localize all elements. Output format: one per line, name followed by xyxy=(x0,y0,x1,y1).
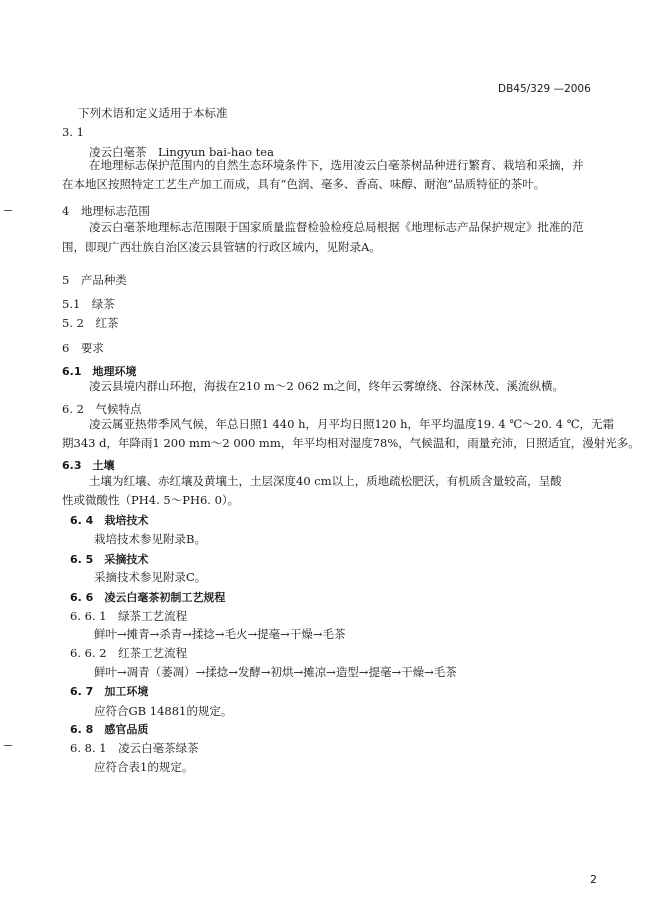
section-6-5-text: 采摘技术参见附录C。 xyxy=(94,570,207,584)
document-code: DB45/329 —2006 xyxy=(498,83,591,95)
section-6-5-heading: 6. 5 采摘技术 xyxy=(70,553,149,566)
section-4-line-1: 凌云白毫茶地理标志范围限于国家质量监督检验检疫总局根据《地理标志产品保护规定》批准的范 xyxy=(89,220,584,234)
section-6-1-heading: 6.1 地理环境 xyxy=(62,365,137,378)
section-6-7-heading: 6. 7 加工环境 xyxy=(70,685,149,698)
section-4-line-2: 围，即现广西壮族自治区凌云县管辖的行政区域内，见附录A。 xyxy=(62,240,381,254)
definition-line-2: 在本地区按照特定工艺生产加工而成，具有“色润、毫多、香高、味醇、耐泡”品质特征的茶叶。 xyxy=(62,177,546,191)
black-tea-process-flow: 鲜叶→凋青（萎凋）→揉捻→发酵→初烘→摊凉→造型→提毫→干燥→毛茶 xyxy=(94,665,457,679)
section-6-3-heading: 6.3 土壤 xyxy=(62,459,115,472)
term-english: Lingyun bai-hao tea xyxy=(158,145,274,159)
definition-line-1: 在地理标志保护范围内的自然生态环境条件下，选用凌云白毫茶树品种进行繁育、栽培和采摘，并 xyxy=(89,158,584,172)
section-6-4-heading: 6. 4 栽培技术 xyxy=(70,514,149,527)
section-6-4-text: 栽培技术参见附录B。 xyxy=(94,532,206,546)
section-4-heading: 4 地理标志范围 xyxy=(62,204,150,218)
clause-3-1-number: 3. 1 xyxy=(62,125,84,139)
product-type-green-tea: 5.1 绿茶 xyxy=(62,297,115,311)
margin-tick xyxy=(4,210,12,211)
margin-tick xyxy=(4,745,12,746)
section-6-7-text: 应符合GB 14881的规定。 xyxy=(94,704,233,718)
section-6-8-1-text: 应符合表1的规定。 xyxy=(94,760,194,774)
section-6-8-heading: 6. 8 感官品质 xyxy=(70,723,149,736)
section-6-1-text: 凌云县境内群山环抱，海拔在210 m～2 062 m之间，终年云雾缭绕、谷深林茂、溪流纵横。 xyxy=(89,379,564,393)
term-chinese: 凌云白毫茶 xyxy=(89,145,147,159)
section-6-3-line-1: 土壤为红壤、赤红壤及黄壤土，土层深度40 cm以上，质地疏松肥沃，有机质含量较高，呈酸 xyxy=(89,474,562,488)
intro-sentence: 下列术语和定义适用于本标准 xyxy=(78,106,228,120)
section-6-6-1-heading: 6. 6. 1 绿茶工艺流程 xyxy=(70,609,188,623)
section-6-3-line-2: 性或微酸性（PH4. 5～PH6. 0）。 xyxy=(62,493,240,507)
green-tea-process-flow: 鲜叶→摊青→杀青→揉捻→毛火→提毫→干燥→毛茶 xyxy=(94,627,346,641)
section-6-2-line-2: 期343 d，年降雨1 200 mm～2 000 mm，年平均相对湿度78%，气候温和，雨量充沛，日照适宜，漫射光多。 xyxy=(62,436,640,450)
section-6-heading: 6 要求 xyxy=(62,341,104,355)
section-6-6-2-heading: 6. 6. 2 红茶工艺流程 xyxy=(70,646,188,660)
section-6-8-1-heading: 6. 8. 1 凌云白毫茶绿茶 xyxy=(70,741,199,755)
section-6-2-heading: 6. 2 气候特点 xyxy=(62,402,142,416)
page-number: 2 xyxy=(590,873,597,886)
product-type-black-tea: 5. 2 红茶 xyxy=(62,316,119,330)
section-6-2-line-1: 凌云属亚热带季风气候，年总日照1 440 h，月平均日照120 h，年平均温度19. 4 ℃～20. 4 ℃，无霜 xyxy=(89,417,615,431)
section-6-6-heading: 6. 6 凌云白毫茶初制工艺规程 xyxy=(70,591,226,604)
section-5-heading: 5 产品种类 xyxy=(62,273,127,287)
